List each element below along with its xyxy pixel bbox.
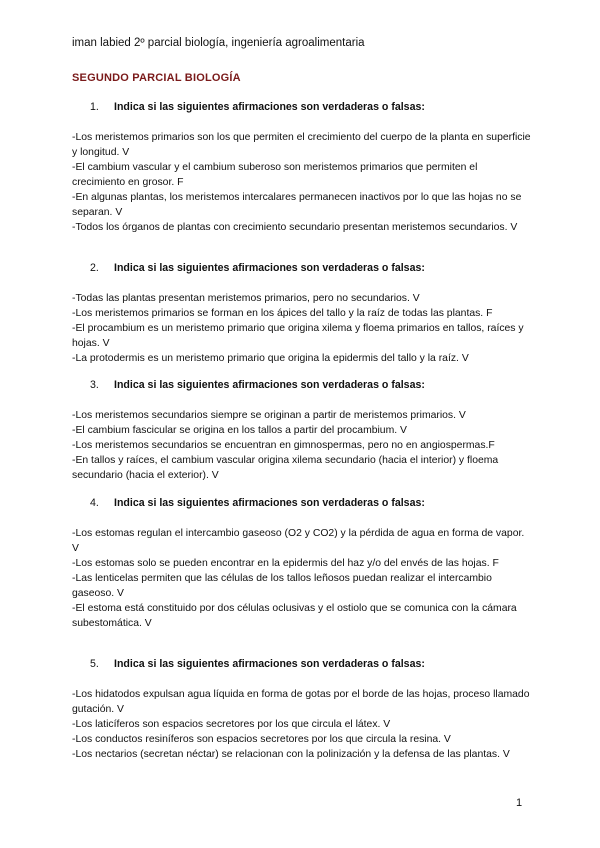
question-text: Indica si las siguientes afirmaciones son verdaderas o falsas: bbox=[114, 101, 425, 113]
question-number: 4. bbox=[90, 497, 99, 509]
statement: -Los estomas solo se pueden encontrar en la epidermis del haz y/o del envés de las hojas. F bbox=[72, 558, 499, 569]
statement: -Los meristemos primarios se forman en los ápices del tallo y la raíz de todas las plantas. F bbox=[72, 308, 493, 319]
question-number: 1. bbox=[90, 101, 99, 113]
statement: -El estoma está constituido por dos células oclusivas y el ostiolo que se comunica con la cámara subestomática. V bbox=[72, 603, 517, 629]
statement: -Los laticíferos son espacios secretores por los que circula el látex. V bbox=[72, 719, 391, 730]
statement: -Los nectarios (secretan néctar) se relacionan con la polinización y la defensa de las plantas. V bbox=[72, 749, 510, 760]
statement: -Las lenticelas permiten que las células de los tallos leñosos puedan realizar el intercambio gaseoso. V bbox=[72, 573, 492, 599]
question-text: Indica si las siguientes afirmaciones son verdaderas o falsas: bbox=[114, 379, 425, 391]
statement: -Los meristemos secundarios se encuentran en gimnospermas, pero no en angiospermas.F bbox=[72, 440, 495, 451]
page-number: 1 bbox=[516, 797, 523, 809]
statement: -Los estomas regulan el intercambio gaseoso (O2 y CO2) y la pérdida de agua en forma de vapor. V bbox=[72, 528, 525, 554]
question-text: Indica si las siguientes afirmaciones son verdaderas o falsas: bbox=[114, 658, 425, 670]
statement: -La protodermis es un meristemo primario que origina la epidermis del tallo y la raíz. V bbox=[72, 353, 469, 364]
question-heading bbox=[90, 658, 532, 670]
statement: -El cambium vascular y el cambium suberoso son meristemos primarios que permiten el crecimiento en grosor. F bbox=[72, 162, 478, 188]
statement: -Los conductos resiníferos son espacios secretores por los que circula la resina. V bbox=[72, 734, 451, 745]
document-title: SEGUNDO PARCIAL BIOLOGÍA bbox=[72, 72, 241, 84]
statement: -Los hidatodos expulsan agua líquida en forma de gotas por el borde de las hojas, proceso llamado gutación. V bbox=[72, 689, 530, 715]
question-heading bbox=[90, 262, 532, 274]
question-heading bbox=[90, 497, 532, 509]
question-section-3 bbox=[72, 379, 532, 483]
statement: -Los meristemos secundarios siempre se originan a partir de meristemos primarios. V bbox=[72, 410, 466, 421]
question-number: 2. bbox=[90, 262, 99, 274]
statement: -En algunas plantas, los meristemos intercalares permanecen inactivos por lo que las hojas no se separan. V bbox=[72, 192, 522, 218]
statement: -El procambium es un meristemo primario que origina xilema y floema primarios en tallos, raíces y hojas. V bbox=[72, 323, 524, 349]
statement: -En tallos y raíces, el cambium vascular origina xilema secundario (hacia el interior) y floema secundario (hacia el exterior). V bbox=[72, 455, 499, 481]
statement: -Todos los órganos de plantas con crecimiento secundario presentan meristemos secundarios. V bbox=[72, 222, 518, 233]
statement: -Los meristemos primarios son los que permiten el crecimiento del cuerpo de la planta en superficie y longitud. V bbox=[72, 132, 531, 158]
question-heading bbox=[90, 101, 532, 113]
question-section-4 bbox=[72, 497, 532, 631]
question-text: Indica si las siguientes afirmaciones son verdaderas o falsas: bbox=[114, 262, 425, 274]
question-heading bbox=[90, 379, 532, 391]
statement-list bbox=[72, 291, 532, 366]
question-section-1 bbox=[72, 101, 532, 235]
statement-list bbox=[72, 130, 532, 235]
question-text: Indica si las siguientes afirmaciones son verdaderas o falsas: bbox=[114, 497, 425, 509]
statement: -El cambium fascicular se origina en los tallos a partir del procambium. V bbox=[72, 425, 407, 436]
statement-list bbox=[72, 408, 532, 483]
question-number: 3. bbox=[90, 379, 99, 391]
statement-list bbox=[72, 687, 532, 762]
page-header: iman labied 2º parcial biología, ingeniería agroalimentaria bbox=[72, 37, 365, 49]
question-section-2 bbox=[72, 262, 532, 366]
statement: -Todas las plantas presentan meristemos primarios, pero no secundarios. V bbox=[72, 293, 420, 304]
statement-list bbox=[72, 526, 532, 631]
question-number: 5. bbox=[90, 658, 99, 670]
question-section-5 bbox=[72, 658, 532, 762]
